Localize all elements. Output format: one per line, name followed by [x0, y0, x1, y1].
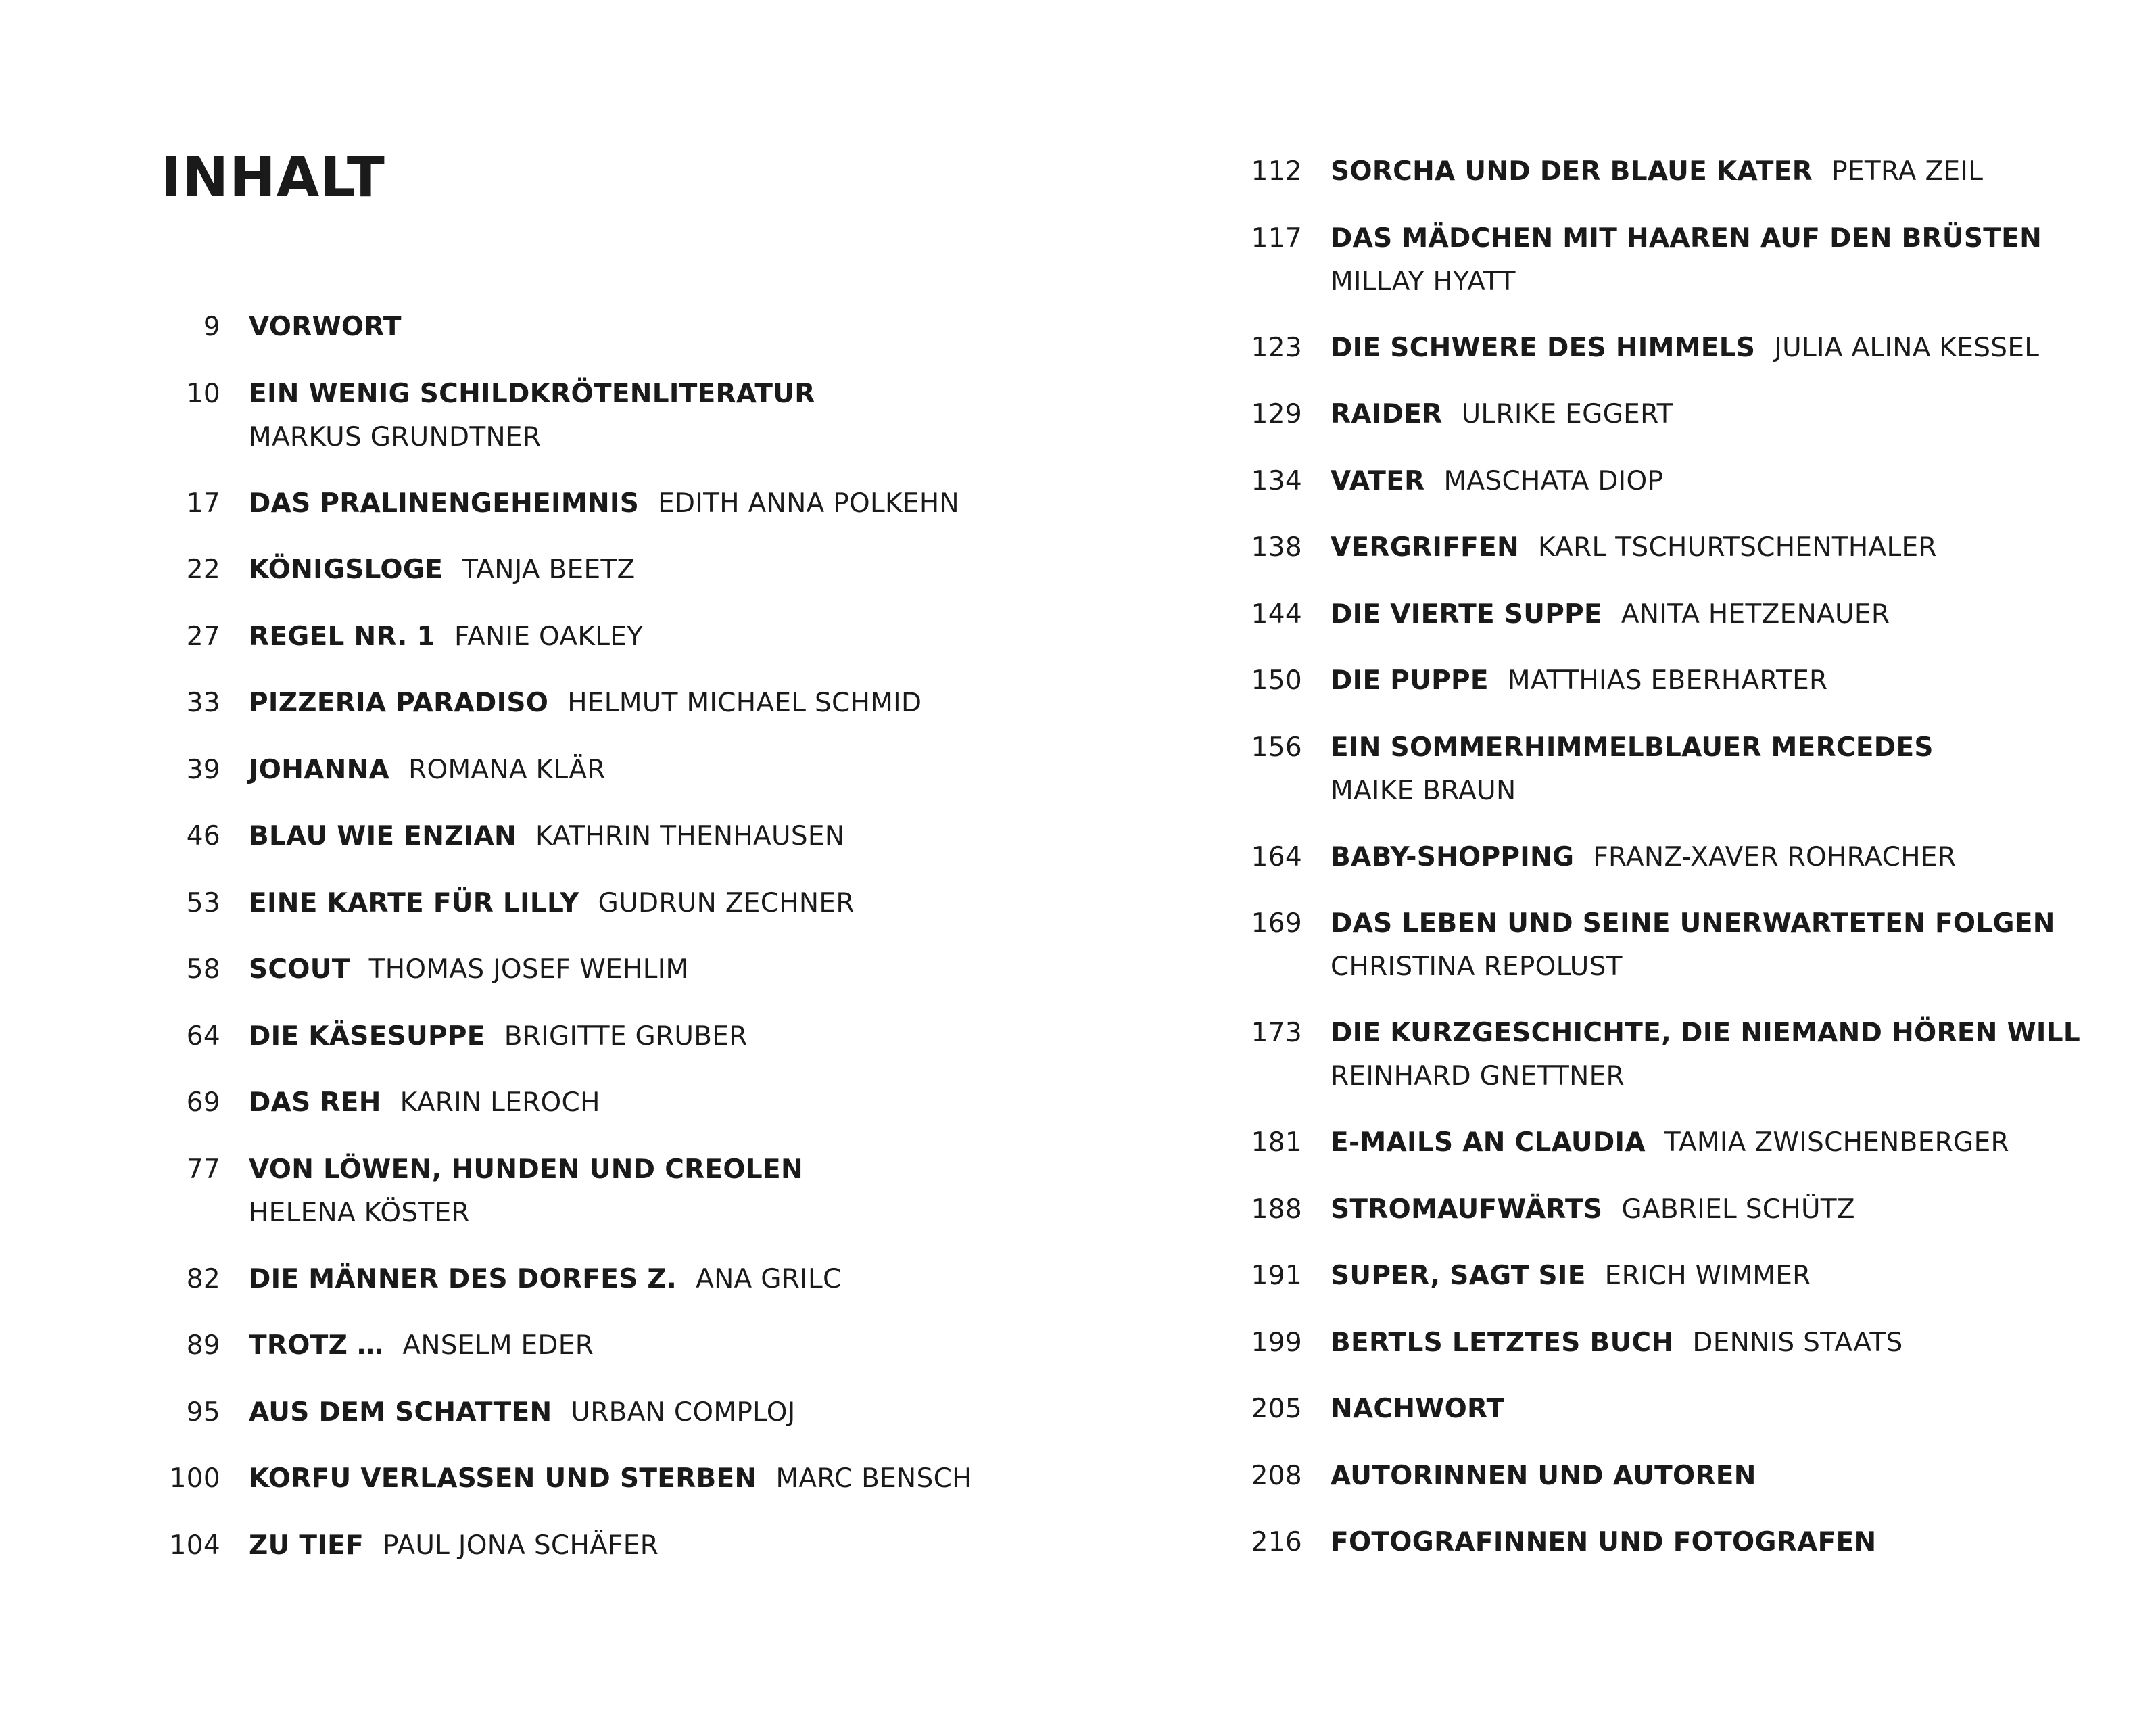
toc-page-number: 169	[1251, 908, 1302, 939]
toc-entry-title: VON LÖWEN, HUNDEN UND CREOLEN	[249, 1154, 803, 1185]
toc-entry-title: SORCHA UND DER BLAUE KATER	[1331, 156, 1813, 187]
toc-entry-author: EDITH ANNA POLKEHN	[658, 488, 959, 519]
toc-entry-title: KORFU VERLASSEN UND STERBEN	[249, 1463, 757, 1494]
toc-entry-title: DIE KÄSESUPPE	[249, 1020, 485, 1052]
toc-entry-author: PETRA ZEIL	[1831, 156, 1984, 187]
toc-entry-author: ROMANA KLÄR	[408, 754, 606, 785]
toc-entry-author: BRIGITTE GRUBER	[504, 1020, 748, 1052]
toc-entry-title: KÖNIGSLOGE	[249, 555, 444, 585]
toc-page-number: 10	[186, 378, 220, 409]
toc-entry-author: PAUL JONA SCHÄFER	[383, 1530, 659, 1561]
toc-page-number: 138	[1251, 532, 1302, 563]
toc-page-number: 17	[186, 488, 220, 519]
toc-entry-author: ANITA HETZENAUER	[1621, 598, 1890, 630]
toc-entry-author: CHRISTINA REPOLUST	[1331, 951, 1623, 982]
toc-page-number: 46	[186, 821, 220, 851]
toc-entry-title: DIE MÄNNER DES DORFES Z.	[249, 1263, 677, 1294]
toc-entry-author: ANA GRILC	[696, 1263, 842, 1294]
toc-entry-title: PIZZERIA PARADISO	[249, 688, 549, 718]
toc-entry-title: JOHANNA	[249, 754, 390, 785]
toc-page-number: 134	[1251, 465, 1302, 496]
toc-entry-title: VATER	[1331, 465, 1425, 496]
toc-entry-title: REGEL NR. 1	[249, 621, 435, 652]
toc-page-number: 129	[1251, 399, 1302, 429]
toc-page-number: 164	[1251, 841, 1302, 872]
page-title: INHALT	[161, 145, 385, 210]
toc-page-number: 9	[203, 312, 220, 342]
toc-page-number: 39	[186, 754, 220, 785]
toc-entry-title: DIE VIERTE SUPPE	[1331, 598, 1602, 630]
toc-entry-author: MILLAY HYATT	[1331, 266, 1516, 297]
toc-entry-author: KARIN LEROCH	[400, 1087, 600, 1118]
toc-entry-author: KATHRIN THENHAUSEN	[535, 821, 845, 851]
toc-entry-author: THOMAS JOSEF WEHLIM	[368, 954, 689, 985]
toc-entry-title: AUTORINNEN UND AUTOREN	[1331, 1460, 1756, 1491]
toc-entry-title: RAIDER	[1331, 399, 1443, 429]
toc-entry-title: DIE PUPPE	[1331, 665, 1489, 696]
toc-entry-title: BLAU WIE ENZIAN	[249, 821, 517, 851]
toc-page-number: 173	[1251, 1018, 1302, 1048]
toc-entry-author: MAIKE BRAUN	[1331, 775, 1516, 806]
toc-entry-author: GABRIEL SCHÜTZ	[1621, 1194, 1855, 1225]
toc-entry-author: TAMIA ZWISCHENBERGER	[1664, 1127, 2009, 1158]
toc-entry-title: SUPER, SAGT SIE	[1331, 1261, 1586, 1291]
toc-entry-title: NACHWORT	[1331, 1394, 1505, 1424]
toc-page-number: 117	[1251, 222, 1302, 254]
toc-entry-title: TROTZ …	[249, 1330, 384, 1361]
toc-page-number: 112	[1251, 156, 1302, 187]
toc-page-number: 144	[1251, 598, 1302, 630]
toc-page-number: 69	[186, 1087, 220, 1118]
toc-entry-title: SCOUT	[249, 954, 350, 985]
toc-page-number: 33	[186, 688, 220, 718]
toc-entry-author: ANSELM EDER	[402, 1330, 594, 1361]
toc-page-number: 100	[169, 1463, 220, 1494]
toc-entry-author: JULIA ALINA KESSEL	[1774, 332, 2040, 363]
toc-entry-author: FRANZ-XAVER ROHRACHER	[1593, 841, 1957, 872]
toc-page-number: 104	[169, 1530, 220, 1561]
toc-entry-author: MASCHATA DIOP	[1443, 465, 1664, 496]
toc-entry-author: URBAN COMPLOJ	[571, 1396, 796, 1428]
toc-page-number: 199	[1251, 1327, 1302, 1358]
toc-page-number: 205	[1251, 1394, 1302, 1424]
toc-entry-title: EIN WENIG SCHILDKRÖTENLITERATUR	[249, 378, 815, 409]
toc-page-number: 156	[1251, 732, 1302, 763]
toc-entry-author: MARC BENSCH	[775, 1463, 972, 1494]
toc-page-number: 123	[1251, 332, 1302, 363]
toc-page-number: 82	[186, 1263, 220, 1294]
toc-entry-author: MARKUS GRUNDTNER	[249, 421, 542, 452]
toc-entry-title: BABY-SHOPPING	[1331, 841, 1575, 872]
toc-page-number: 216	[1251, 1527, 1302, 1557]
toc-page-number: 58	[186, 954, 220, 985]
toc-entry-title: DIE KURZGESCHICHTE, DIE NIEMAND HÖREN WILL	[1331, 1018, 2081, 1048]
toc-entry-title: E-MAILS AN CLAUDIA	[1331, 1127, 1646, 1158]
toc-entry-author: TANJA BEETZ	[462, 555, 636, 585]
toc-entry-title: VORWORT	[249, 312, 402, 342]
toc-page-number: 95	[186, 1396, 220, 1428]
toc-entry-author: DENNIS STAATS	[1692, 1327, 1903, 1358]
toc-page-number: 53	[186, 887, 220, 918]
toc-entry-title: DAS REH	[249, 1087, 381, 1118]
toc-entry-title: EIN SOMMERHIMMELBLAUER MERCEDES	[1331, 732, 1934, 763]
toc-page-number: 188	[1251, 1194, 1302, 1225]
toc-page-number: 64	[186, 1020, 220, 1052]
toc-page-number: 208	[1251, 1460, 1302, 1491]
toc-entry-author: ULRIKE EGGERT	[1461, 399, 1673, 429]
toc-entry-author: GUDRUN ZECHNER	[598, 887, 855, 918]
toc-entry-author: MATTHIAS EBERHARTER	[1507, 665, 1828, 696]
toc-entry-author: KARL TSCHURTSCHENTHALER	[1537, 532, 1937, 563]
toc-page-number: 191	[1251, 1261, 1302, 1291]
toc-entry-title: EINE KARTE FÜR LILLY	[249, 887, 579, 918]
toc-page-number: 181	[1251, 1127, 1302, 1158]
toc-page-number: 89	[186, 1330, 220, 1361]
toc-entry-title: ZU TIEF	[249, 1530, 364, 1561]
toc-entry-title: BERTLS LETZTES BUCH	[1331, 1327, 1674, 1358]
toc-page-number: 77	[186, 1154, 220, 1185]
toc-entry-title: STROMAUFWÄRTS	[1331, 1194, 1603, 1225]
toc-entry-author: HELMUT MICHAEL SCHMID	[567, 688, 922, 718]
toc-entry-author: ERICH WIMMER	[1604, 1261, 1811, 1291]
toc-entry-title: DAS LEBEN UND SEINE UNERWARTETEN FOLGEN	[1331, 908, 2055, 939]
toc-page-number: 150	[1251, 665, 1302, 696]
toc-page-number: 22	[186, 555, 220, 585]
toc-entry-title: DAS MÄDCHEN MIT HAAREN AUF DEN BRÜSTEN	[1331, 222, 2042, 254]
toc-entry-author: REINHARD GNETTNER	[1331, 1061, 1625, 1091]
toc-entry-title: DIE SCHWERE DES HIMMELS	[1331, 332, 1756, 363]
toc-entry-author: HELENA KÖSTER	[249, 1197, 470, 1228]
toc-entry-title: FOTOGRAFINNEN UND FOTOGRAFEN	[1331, 1527, 1877, 1557]
toc-entry-author: FANIE OAKLEY	[454, 621, 644, 652]
toc-entry-title: VERGRIFFEN	[1331, 532, 1519, 563]
toc-entry-title: DAS PRALINENGEHEIMNIS	[249, 488, 640, 519]
toc-entry-title: AUS DEM SCHATTEN	[249, 1396, 552, 1428]
toc-page-number: 27	[186, 621, 220, 652]
